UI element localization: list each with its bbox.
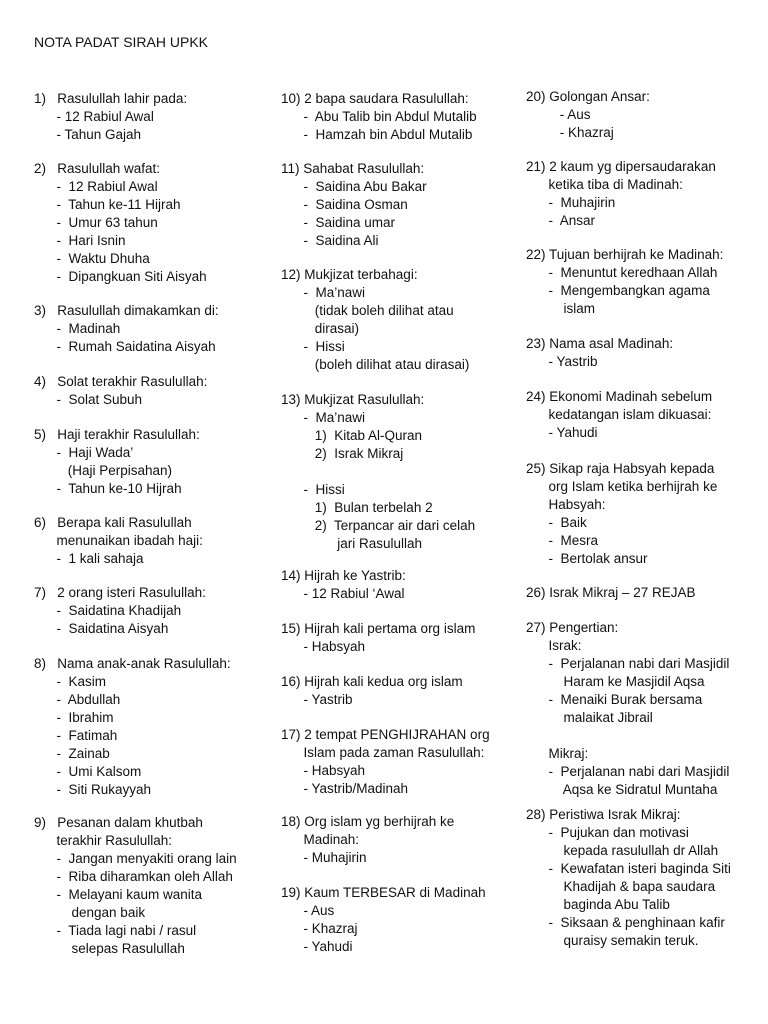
note-line: 24) Ekonomi Madinah sebelum bbox=[526, 389, 713, 404]
note-line bbox=[526, 727, 729, 745]
note-line: 5) Haji terakhir Rasulullah: bbox=[34, 427, 200, 442]
note-item bbox=[281, 884, 486, 956]
note-item bbox=[526, 460, 717, 568]
note-line: 1) Kitab Al-Quran bbox=[281, 428, 423, 443]
page-title: NOTA PADAT SIRAH UPKK bbox=[34, 34, 209, 50]
note-item bbox=[526, 584, 696, 602]
note-line: - Saidatina Aisyah bbox=[34, 621, 169, 636]
note-line: - Kewafatan isteri baginda Siti bbox=[526, 861, 731, 876]
note-line: - Yahudi bbox=[526, 425, 598, 440]
note-line: - Solat Subuh bbox=[34, 392, 143, 407]
note-line: - Pujukan dan motivasi bbox=[526, 825, 689, 840]
note-line: Haram ke Masjidil Aqsa bbox=[526, 674, 705, 689]
note-line: - Zainab bbox=[34, 746, 110, 761]
note-line: - Ibrahim bbox=[34, 710, 114, 725]
note-line: Habsyah: bbox=[526, 497, 606, 512]
note-line: 8) Nama anak-anak Rasulullah: bbox=[34, 656, 231, 671]
note-line: 1) Rasulullah lahir pada: bbox=[34, 91, 188, 106]
note-line: - Abu Talib bin Abdul Mutalib bbox=[281, 109, 477, 124]
note-line: - Hamzah bin Abdul Mutalib bbox=[281, 127, 473, 142]
note-line: - Khazraj bbox=[526, 125, 614, 140]
note-item bbox=[281, 567, 406, 603]
note-line: Khadijah & bapa saudara bbox=[526, 879, 716, 894]
note-line: - Yastrib/Madinah bbox=[281, 781, 409, 796]
note-item bbox=[34, 584, 206, 638]
note-line: - Siksaan & penghinaan kafir bbox=[526, 915, 725, 930]
note-line: islam bbox=[526, 301, 596, 316]
note-line: - Riba diharamkan oleh Allah bbox=[34, 869, 233, 884]
note-line: - Haji Wada’ bbox=[34, 445, 134, 460]
note-line: - Hari Isnin bbox=[34, 233, 126, 248]
note-line: jari Rasulullah bbox=[281, 536, 423, 551]
note-item bbox=[34, 814, 237, 958]
note-line: - Saidina Abu Bakar bbox=[281, 179, 427, 194]
note-line: Israk: bbox=[526, 638, 582, 653]
note-line: 7) 2 orang isteri Rasulullah: bbox=[34, 585, 206, 600]
note-line: - Tahun ke-11 Hijrah bbox=[34, 197, 181, 212]
note-line: - 12 Rabiul ‘Awal bbox=[281, 586, 405, 601]
note-item bbox=[281, 813, 454, 867]
note-line: - Menuntut keredhaan Allah bbox=[526, 265, 718, 280]
note-line: Mikraj: bbox=[526, 746, 589, 761]
note-line: - Saidina umar bbox=[281, 215, 396, 230]
note-item bbox=[34, 160, 207, 286]
note-item bbox=[281, 620, 475, 656]
note-item bbox=[526, 388, 712, 442]
note-line: - Bertolak ansur bbox=[526, 551, 648, 566]
note-line: 10) 2 bapa saudara Rasulullah: bbox=[281, 91, 469, 106]
note-line: - Siti Rukayyah bbox=[34, 782, 152, 797]
note-item bbox=[281, 160, 427, 250]
note-line: - Hissi bbox=[281, 339, 345, 354]
note-line: - Waktu Dhuha bbox=[34, 251, 150, 266]
note-line: 28) Peristiwa Israk Mikraj: bbox=[526, 807, 681, 822]
note-line: 12) Mukjizat terbahagi: bbox=[281, 267, 418, 282]
note-line: 4) Solat terakhir Rasulullah: bbox=[34, 374, 208, 389]
note-line: 2) Rasulullah wafat: bbox=[34, 161, 161, 176]
note-line: 2) Terpancar air dari celah bbox=[281, 518, 476, 533]
note-line: (tidak boleh dilihat atau bbox=[281, 303, 454, 318]
note-line: dirasai) bbox=[281, 321, 360, 336]
note-line: - Melayani kaum wanita bbox=[34, 887, 203, 902]
note-line: 19) Kaum TERBESAR di Madinah bbox=[281, 885, 486, 900]
note-line: 13) Mukjizat Rasulullah: bbox=[281, 392, 425, 407]
note-line: - Jangan menyakiti orang lain bbox=[34, 851, 237, 866]
note-line: - Mesra bbox=[526, 533, 599, 548]
note-line: - Muhajirin bbox=[526, 195, 616, 210]
note-line: - Yahudi bbox=[281, 939, 353, 954]
note-line: - Ansar bbox=[526, 213, 596, 228]
note-line: kepada rasulullah dr Allah bbox=[526, 843, 719, 858]
note-line: - Umi Kalsom bbox=[34, 764, 142, 779]
note-line: malaikat Jibrail bbox=[526, 710, 653, 725]
note-line: - Khazraj bbox=[281, 921, 358, 936]
note-item bbox=[526, 158, 716, 230]
note-line: - Abdullah bbox=[34, 692, 121, 707]
note-line: 27) Pengertian: bbox=[526, 620, 619, 635]
note-item bbox=[34, 426, 200, 498]
note-item bbox=[34, 373, 207, 409]
note-line: - Tahun ke-10 Hijrah bbox=[34, 481, 182, 496]
note-item bbox=[526, 335, 673, 371]
note-item bbox=[281, 266, 469, 374]
note-line: - Mengembangkan agama bbox=[526, 283, 710, 298]
note-line: dengan baik bbox=[34, 905, 146, 920]
note-line: - Saidatina Khadijah bbox=[34, 603, 182, 618]
note-item bbox=[281, 391, 475, 553]
note-line: - Muhajirin bbox=[281, 850, 367, 865]
note-item bbox=[526, 806, 731, 950]
note-item bbox=[281, 673, 463, 709]
note-line: - 12 Rabiul Awal bbox=[34, 109, 154, 124]
note-line: - Aus bbox=[526, 107, 591, 122]
note-line: 23) Nama asal Madinah: bbox=[526, 336, 674, 351]
note-line: 11) Sahabat Rasulullah: bbox=[281, 161, 425, 176]
note-line: 14) Hijrah ke Yastrib: bbox=[281, 568, 406, 583]
note-item bbox=[34, 302, 219, 356]
note-line: 15) Hijrah kali pertama org islam bbox=[281, 621, 476, 636]
note-line: 22) Tujuan berhijrah ke Madinah: bbox=[526, 247, 724, 262]
note-line: 16) Hijrah kali kedua org islam bbox=[281, 674, 463, 689]
note-item bbox=[526, 246, 723, 318]
note-line: (Haji Perpisahan) bbox=[34, 463, 173, 478]
note-item bbox=[281, 726, 490, 798]
note-line: Madinah: bbox=[281, 832, 360, 847]
note-line: - Hissi bbox=[281, 482, 345, 497]
note-line: Islam pada zaman Rasulullah: bbox=[281, 745, 485, 760]
note-line: 26) Israk Mikraj – 27 REJAB bbox=[526, 585, 696, 600]
note-line: terakhir Rasulullah: bbox=[34, 833, 173, 848]
note-line: 20) Golongan Ansar: bbox=[526, 89, 650, 104]
note-line: 17) 2 tempat PENGHIJRAHAN org bbox=[281, 727, 490, 742]
note-line: kedatangan islam dikuasai: bbox=[526, 407, 712, 422]
note-line: - Yastrib bbox=[526, 354, 598, 369]
note-line: - Ma’nawi bbox=[281, 285, 366, 300]
note-line: 9) Pesanan dalam khutbah bbox=[34, 815, 203, 830]
note-line: - 1 kali sahaja bbox=[34, 551, 144, 566]
note-line: 1) Bulan terbelah 2 bbox=[281, 500, 433, 515]
note-line: - Saidina Ali bbox=[281, 233, 379, 248]
note-line: - Habsyah bbox=[281, 763, 366, 778]
note-line: (boleh dilihat atau dirasai) bbox=[281, 357, 470, 372]
note-line: 21) 2 kaum yg dipersaudarakan bbox=[526, 159, 716, 174]
note-line: - Madinah bbox=[34, 321, 121, 336]
note-line: - Kasim bbox=[34, 674, 107, 689]
note-line: - Fatimah bbox=[34, 728, 118, 743]
note-line: - Umur 63 tahun bbox=[34, 215, 158, 230]
note-line: - Dipangkuan Siti Aisyah bbox=[34, 269, 207, 284]
note-line: - Perjalanan nabi dari Masjidil bbox=[526, 764, 730, 779]
note-line bbox=[281, 463, 475, 481]
note-line: - Saidina Osman bbox=[281, 197, 408, 212]
note-line: - Ma’nawi bbox=[281, 410, 366, 425]
note-item bbox=[34, 655, 231, 799]
note-line: menunaikan ibadah haji: bbox=[34, 533, 203, 548]
note-line: - Menaiki Burak bersama bbox=[526, 692, 703, 707]
note-item bbox=[526, 619, 729, 799]
note-line: - 12 Rabiul Awal bbox=[34, 179, 158, 194]
note-line: selepas Rasulullah bbox=[34, 941, 185, 956]
note-item bbox=[34, 90, 187, 144]
note-line: 18) Org islam yg berhijrah ke bbox=[281, 814, 455, 829]
note-line: 3) Rasulullah dimakamkan di: bbox=[34, 303, 219, 318]
note-line: - Habsyah bbox=[281, 639, 366, 654]
note-line: Aqsa ke Sidratul Muntaha bbox=[526, 782, 718, 797]
note-line: - Yastrib bbox=[281, 692, 353, 707]
note-line: org Islam ketika berhijrah ke bbox=[526, 479, 718, 494]
note-line: - Tahun Gajah bbox=[34, 127, 142, 142]
note-line: - Aus bbox=[281, 903, 335, 918]
note-line: ketika tiba di Madinah: bbox=[526, 177, 683, 192]
note-line: 25) Sikap raja Habsyah kepada bbox=[526, 461, 715, 476]
note-line: - Rumah Saidatina Aisyah bbox=[34, 339, 216, 354]
note-line: quraisy semakin teruk. bbox=[526, 933, 699, 948]
note-line: baginda Abu Talib bbox=[526, 897, 670, 912]
note-line: 2) Israk Mikraj bbox=[281, 446, 404, 461]
note-item bbox=[34, 514, 203, 568]
note-line: - Perjalanan nabi dari Masjidil bbox=[526, 656, 730, 671]
note-item bbox=[281, 90, 477, 144]
note-line: - Baik bbox=[526, 515, 587, 530]
note-line: - Tiada lagi nabi / rasul bbox=[34, 923, 197, 938]
note-line: 6) Berapa kali Rasulullah bbox=[34, 515, 192, 530]
note-item bbox=[526, 88, 650, 142]
